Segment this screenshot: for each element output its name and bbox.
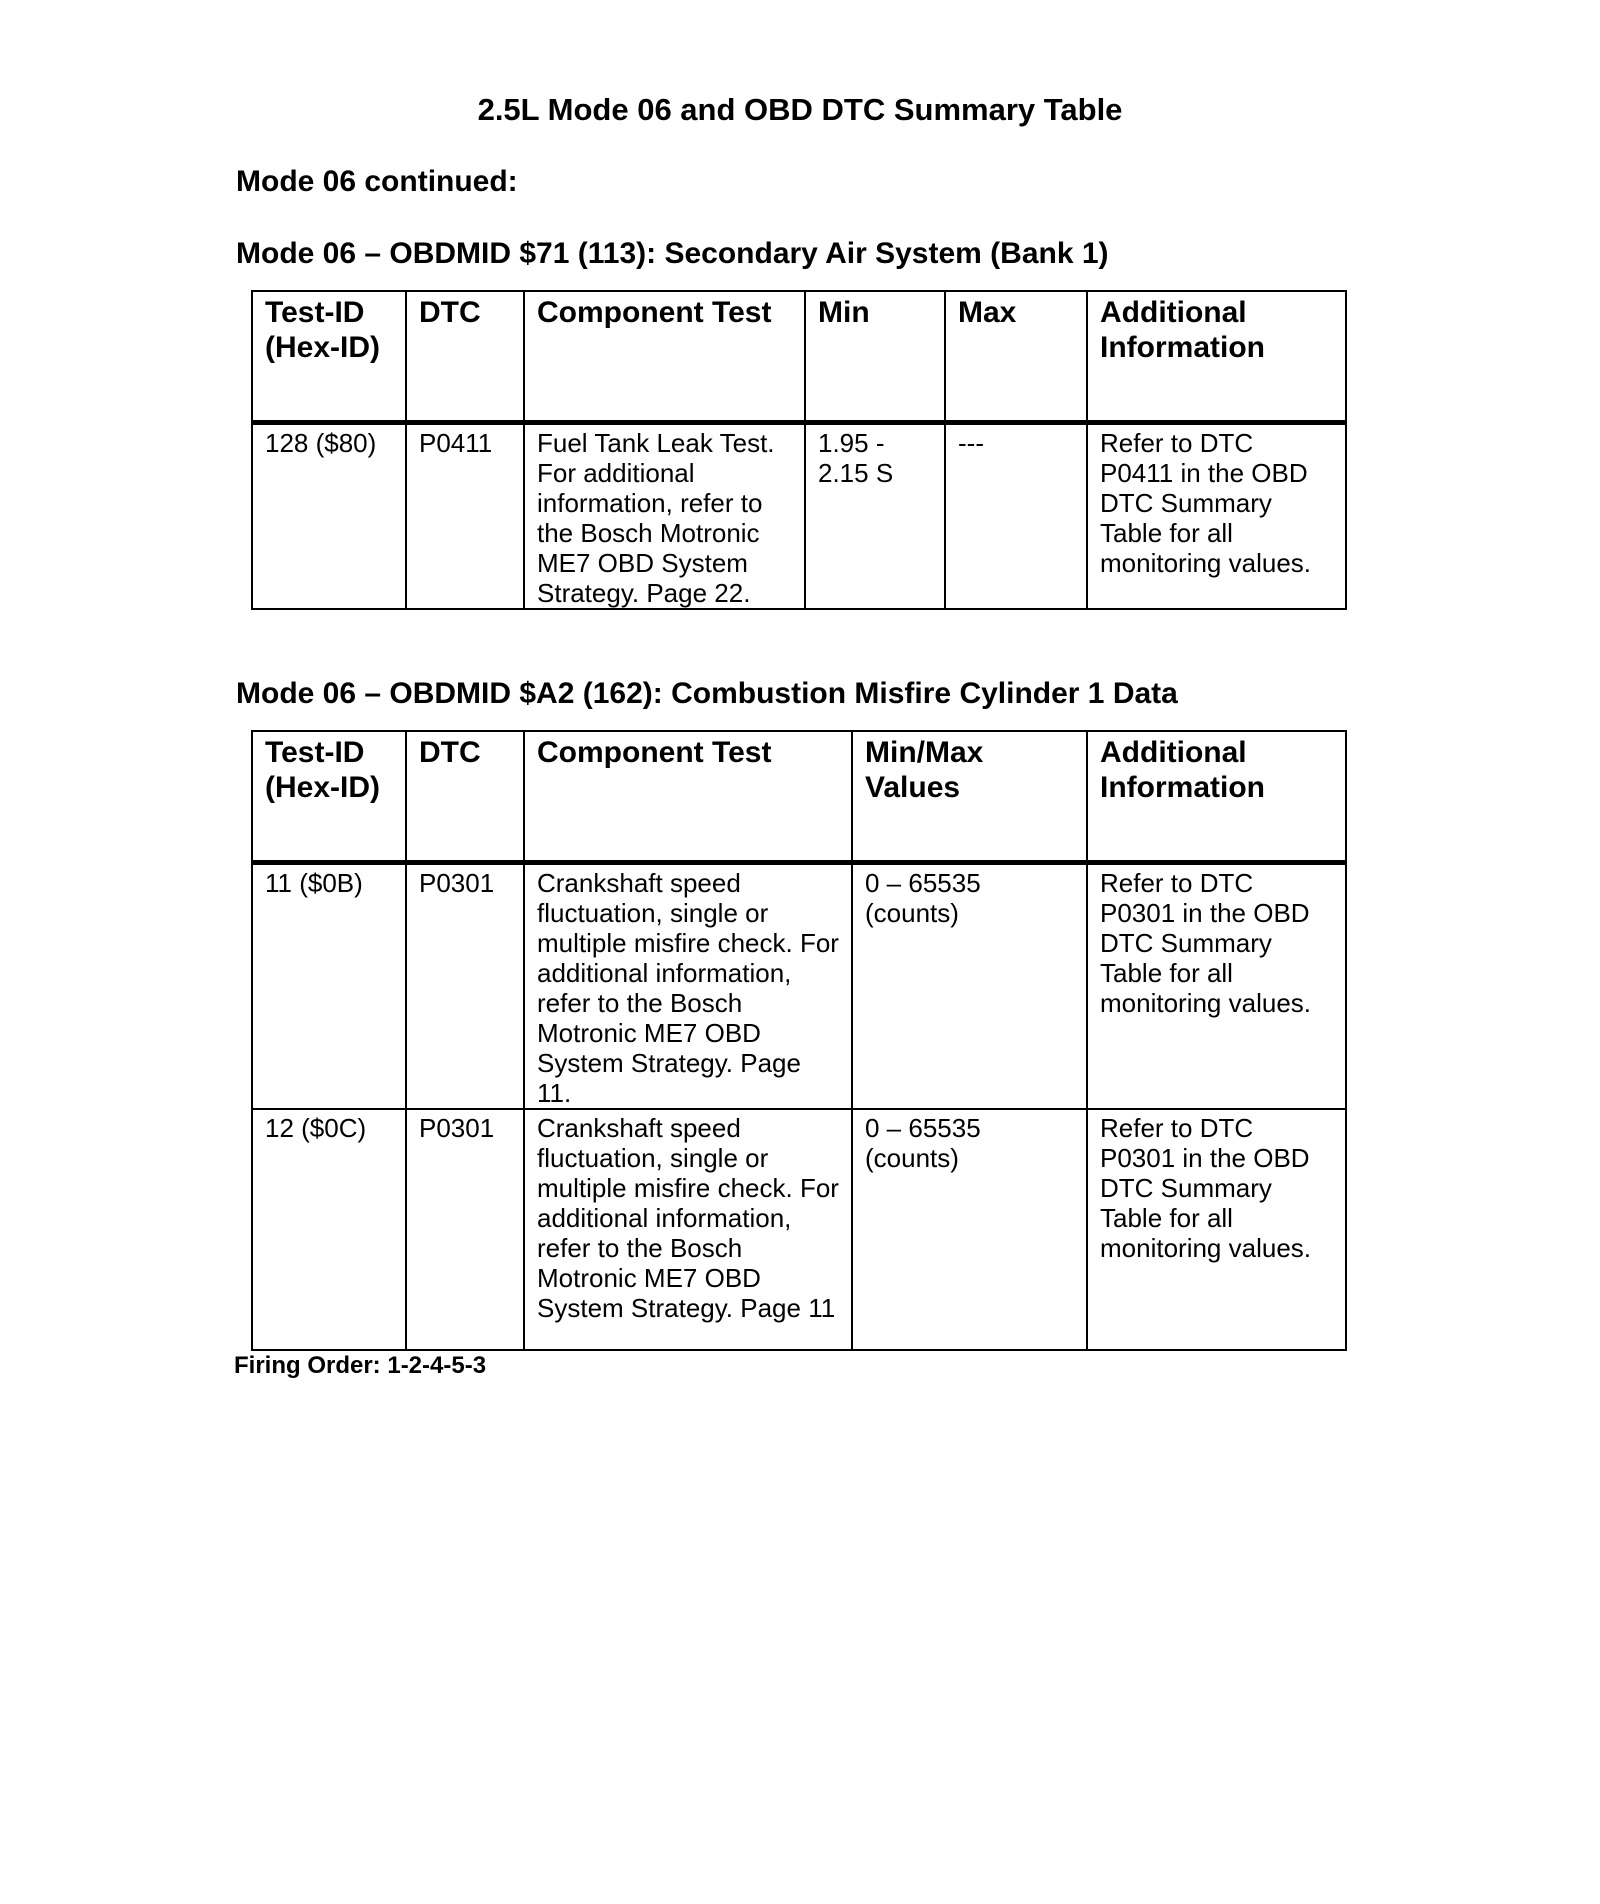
table-row: [252, 863, 1346, 1110]
section-subtitle: Mode 06 continued:: [236, 165, 518, 198]
page-title: 2.5L Mode 06 and OBD DTC Summary Table: [477, 92, 1123, 127]
cell-component-test: Fuel Tank Leak Test. For additional information, refer to the Bosch Motronic ME7 OBD System Strategy. Page 22.: [524, 423, 805, 610]
table-header-row: [252, 291, 1346, 423]
cell-test-id: 12 ($0C): [252, 1109, 406, 1350]
header-component-test: Component Test: [524, 731, 852, 863]
cell-dtc: P0301: [406, 863, 524, 1110]
header-test-id: Test-ID (Hex-ID): [252, 731, 406, 863]
header-component-test: Component Test: [524, 291, 805, 423]
cell-dtc: P0411: [406, 423, 524, 610]
firing-order-note: Firing Order: 1-2-4-5-3: [234, 1352, 487, 1379]
cell-additional-info: Refer to DTC P0301 in the OBD DTC Summary Table for all monitoring values.: [1087, 1109, 1346, 1350]
cell-test-id: 11 ($0B): [252, 863, 406, 1110]
secondary-air-table: [251, 290, 1347, 610]
table2-heading: Mode 06 – OBDMID $A2 (162): Combustion Misfire Cylinder 1 Data: [236, 677, 1178, 710]
cell-additional-info: Refer to DTC P0411 in the OBD DTC Summary Table for all monitoring values.: [1087, 423, 1346, 610]
header-test-id: Test-ID (Hex-ID): [252, 291, 406, 423]
cell-component-test: Crankshaft speed fluctuation, single or multiple misfire check. For additional information, refer to the Bosch Motronic ME7 OBD System Strategy. Page 11: [524, 1109, 852, 1350]
header-additional-info: Additional Information: [1087, 291, 1346, 423]
cell-max: ---: [945, 423, 1087, 610]
misfire-table: [251, 730, 1347, 1351]
cell-component-test: Crankshaft speed fluctuation, single or multiple misfire check. For additional information, refer to the Bosch Motronic ME7 OBD System Strategy. Page 11.: [524, 863, 852, 1110]
cell-test-id: 128 ($80): [252, 423, 406, 610]
cell-additional-info: Refer to DTC P0301 in the OBD DTC Summary Table for all monitoring values.: [1087, 863, 1346, 1110]
table-header-row: [252, 731, 1346, 863]
cell-minmax: 0 – 65535 (counts): [852, 1109, 1087, 1350]
table1-heading: Mode 06 – OBDMID $71 (113): Secondary Air System (Bank 1): [236, 237, 1109, 270]
header-dtc: DTC: [406, 291, 524, 423]
header-dtc: DTC: [406, 731, 524, 863]
header-max: Max: [945, 291, 1087, 423]
cell-min: 1.95 - 2.15 S: [805, 423, 945, 610]
header-additional-info: Additional Information: [1087, 731, 1346, 863]
cell-dtc: P0301: [406, 1109, 524, 1350]
header-min: Min: [805, 291, 945, 423]
table-row: [252, 1109, 1346, 1350]
cell-minmax: 0 – 65535 (counts): [852, 863, 1087, 1110]
table-row: [252, 423, 1346, 610]
header-minmax-values: Min/Max Values: [852, 731, 1087, 863]
